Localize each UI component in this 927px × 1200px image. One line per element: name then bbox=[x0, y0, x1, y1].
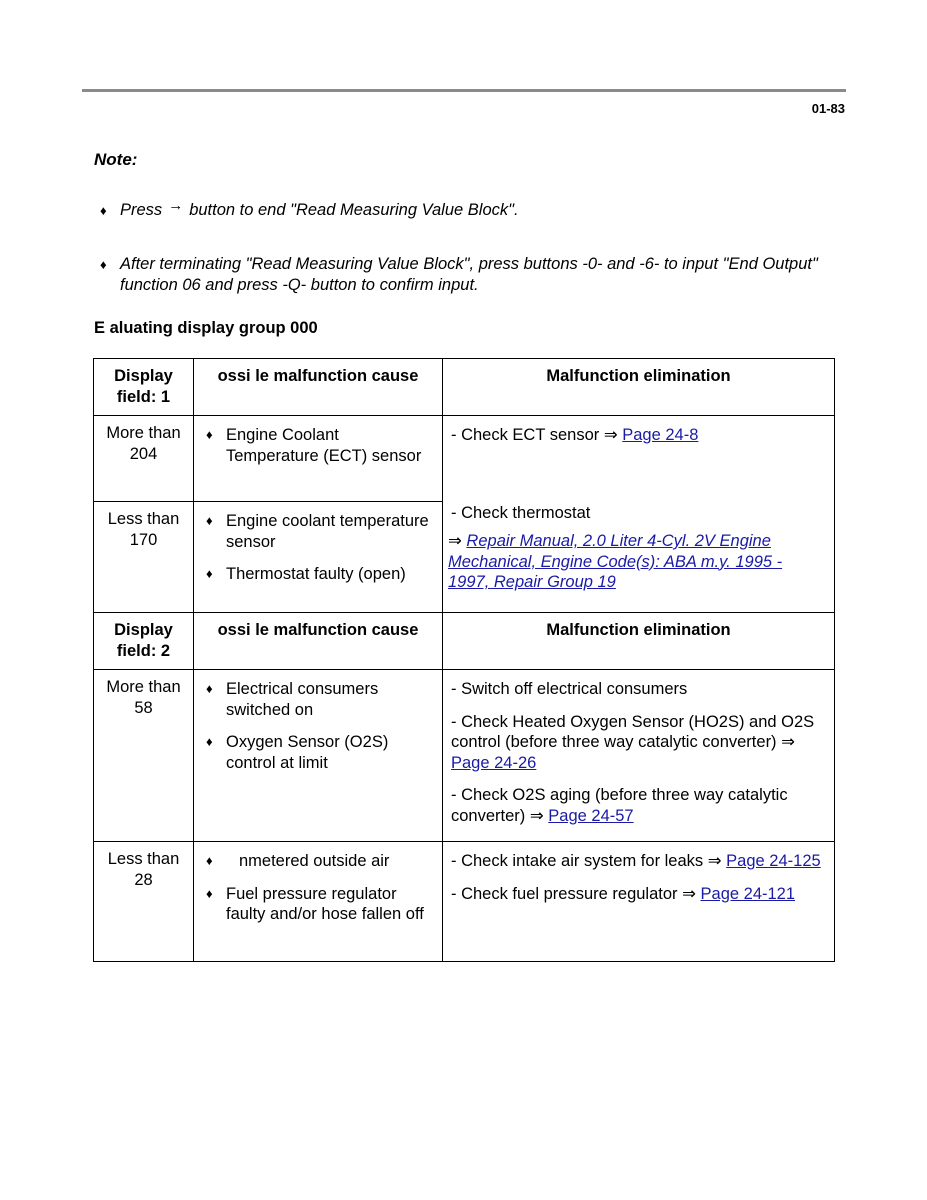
cause-cell bbox=[194, 502, 443, 613]
table-header-row bbox=[94, 613, 835, 670]
cause-text: Fuel pressure regulator faulty and/or hose fallen off bbox=[226, 884, 424, 923]
action-text: - Check thermostat bbox=[451, 503, 591, 522]
note-bullet-end-output bbox=[100, 254, 830, 296]
section-title: E aluating display group 000 bbox=[94, 319, 318, 337]
header-display-field: Display field: 2 bbox=[94, 613, 194, 670]
cause-cell bbox=[194, 842, 443, 962]
table-row bbox=[94, 842, 835, 962]
action-item bbox=[451, 884, 826, 905]
diamond-bullet-icon: ♦ bbox=[206, 566, 213, 581]
cause-text: Engine coolant temperature sensor bbox=[226, 512, 429, 551]
double-arrow-icon: ⇒ bbox=[448, 532, 462, 550]
repair-manual-link[interactable]: Repair Manual, 2.0 Liter 4-Cyl. 2V Engine Mechanical, Engine Code(s): ABA m.y. 1995 - 1997, Repair Group 19 bbox=[448, 532, 783, 591]
note-text: After terminating "Read Measuring Value Block", press buttons -0- and -6- to input "End Output" function 06 and press -Q- button to confirm input. bbox=[120, 255, 818, 294]
diamond-bullet-icon: ♦ bbox=[100, 203, 107, 218]
cause-item bbox=[202, 425, 434, 466]
cause-cell bbox=[194, 416, 443, 502]
elimination-cell bbox=[443, 842, 835, 962]
diamond-bullet-icon: ♦ bbox=[206, 885, 213, 901]
action-text: - Check intake air system for leaks ⇒ bbox=[451, 852, 722, 870]
cause-item bbox=[202, 511, 434, 552]
note-text: Press bbox=[120, 201, 163, 219]
diamond-bullet-icon: ♦ bbox=[206, 513, 213, 528]
diamond-bullet-icon: ♦ bbox=[206, 853, 213, 868]
threshold-cell: More than 58 bbox=[94, 670, 194, 842]
cause-item bbox=[202, 732, 434, 773]
cause-item bbox=[202, 679, 434, 720]
header-malfunction-elimination: Malfunction elimination bbox=[443, 359, 835, 416]
cause-text: Oxygen Sensor (O2S) control at limit bbox=[226, 733, 389, 772]
action-item bbox=[451, 425, 826, 446]
page-link[interactable]: Page 24-125 bbox=[726, 852, 821, 870]
elimination-cell bbox=[443, 670, 835, 842]
cause-item bbox=[202, 884, 434, 925]
repair-manual-reference bbox=[448, 531, 826, 593]
diamond-bullet-icon: ♦ bbox=[206, 427, 213, 442]
action-text: - Switch off electrical consumers bbox=[451, 680, 688, 698]
note-label: Note: bbox=[94, 150, 138, 169]
threshold-cell: Less than 170 bbox=[94, 502, 194, 613]
action-item bbox=[451, 503, 826, 524]
action-text: - Check ECT sensor ⇒ bbox=[451, 426, 618, 444]
page-link[interactable]: Page 24-8 bbox=[622, 426, 699, 444]
page-link[interactable]: Page 24-121 bbox=[700, 884, 796, 903]
note-text: button to end "Read Measuring Value Block". bbox=[189, 201, 519, 219]
cause-item bbox=[202, 564, 434, 585]
page-link[interactable]: Page 24-26 bbox=[451, 753, 537, 772]
cause-cell bbox=[194, 670, 443, 842]
action-text: - Check fuel pressure regulator ⇒ bbox=[451, 884, 696, 903]
header-display-field: Display field: 1 bbox=[94, 359, 194, 416]
right-arrow-icon: → bbox=[168, 197, 184, 214]
table-header-row bbox=[94, 359, 835, 416]
elimination-cell bbox=[443, 416, 835, 613]
table-row bbox=[94, 416, 835, 502]
threshold-cell: Less than 28 bbox=[94, 842, 194, 962]
diamond-bullet-icon: ♦ bbox=[206, 734, 213, 749]
note-bullet-press bbox=[100, 197, 830, 221]
threshold-cell: More than 204 bbox=[94, 416, 194, 502]
cause-item bbox=[202, 851, 434, 872]
header-possible-cause: ossi le malfunction cause bbox=[194, 613, 443, 670]
action-item bbox=[451, 679, 826, 700]
header-malfunction-elimination: Malfunction elimination bbox=[443, 613, 835, 670]
table-row bbox=[94, 670, 835, 842]
action-item bbox=[451, 851, 826, 872]
diamond-bullet-icon: ♦ bbox=[206, 681, 213, 696]
action-item bbox=[451, 785, 826, 826]
cause-text: Thermostat faulty (open) bbox=[226, 565, 406, 583]
header-rule bbox=[82, 89, 846, 92]
action-text: - Check Heated Oxygen Sensor (HO2S) and O2S control (before three way catalytic converter) ⇒ bbox=[451, 712, 815, 751]
cause-text: Electrical consumers switched on bbox=[226, 680, 379, 719]
header-possible-cause: ossi le malfunction cause bbox=[194, 359, 443, 416]
diamond-bullet-icon: ♦ bbox=[100, 257, 107, 272]
cause-text: Engine Coolant Temperature (ECT) sensor bbox=[226, 426, 422, 465]
action-text: - Check O2S aging (before three way catalytic converter) ⇒ bbox=[451, 786, 788, 825]
action-item bbox=[451, 712, 826, 774]
cause-text: nmetered outside air bbox=[239, 852, 390, 870]
page-number: 01-83 bbox=[811, 101, 845, 116]
page-link[interactable]: Page 24-57 bbox=[548, 806, 634, 825]
diagnosis-table bbox=[93, 358, 835, 962]
